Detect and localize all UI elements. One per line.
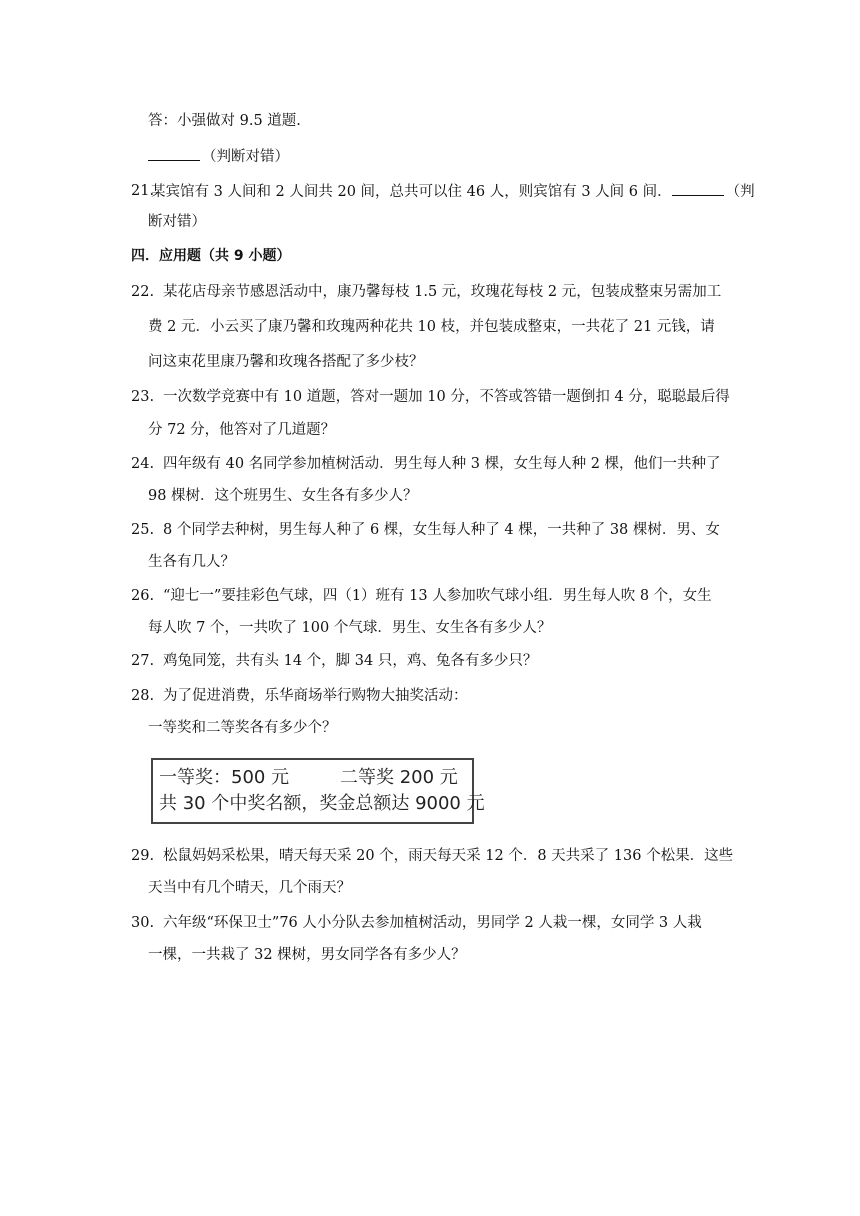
- question-28-num: 28.: [131, 688, 155, 704]
- prize-info-box: [151, 758, 485, 824]
- second-prize-text: 二等奖 200 元: [340, 767, 458, 788]
- question-27-num: 27.: [131, 653, 155, 669]
- question-25-num: 25.: [131, 522, 155, 538]
- question-23-line: 一次数学竞赛中有 10 道题，答对一题加 10 分，不答或答错一题倒扣 4 分，聪聪最后得: [163, 389, 730, 405]
- question-29-line: 天当中有几个晴天，几个雨天？: [148, 880, 351, 896]
- judge-hint: （判: [725, 184, 755, 200]
- question-28-line: 为了促进消费，乐华商场举行购物大抽奖活动：: [163, 688, 468, 704]
- question-21-line-1: [151, 181, 755, 202]
- question-30-line: 一棵，一共栽了 32 棵树，男女同学各有多少人？: [148, 947, 466, 963]
- judge-hint: （判断对错）: [202, 149, 289, 165]
- answer-blank[interactable]: [672, 181, 724, 196]
- first-prize-text: 一等奖：500 元: [159, 767, 290, 788]
- section-title: 四．应用题（共 9 小题）: [131, 248, 291, 264]
- question-25-line: 生各有几人？: [148, 554, 235, 570]
- question-27-line: 鸡兔同笼，共有头 14 个，脚 34 只，鸡、兔各有多少只？: [163, 653, 538, 669]
- question-22-line: 费 2 元．小云买了康乃馨和玫瑰两种花共 10 枝，并包装成整束，一共花了 21 元钱，请: [148, 319, 715, 335]
- question-28-line: 一等奖和二等奖各有多少个？: [148, 720, 337, 736]
- prize-total-text: 共 30 个中奖名额，奖金总额达 9000 元: [159, 793, 485, 814]
- question-30-line: 六年级“环保卫士”76 人小分队去参加植树活动，男同学 2 人栽一棵，女同学 3 人栽: [163, 915, 702, 931]
- question-22-num: 22.: [131, 284, 155, 300]
- question-24-line: 98 棵树．这个班男生、女生各有多少人？: [148, 488, 418, 504]
- question-21-text: 某宾馆有 3 人间和 2 人间共 20 间，总共可以住 46 人，则宾馆有 3 人间 6 间．: [151, 184, 672, 200]
- question-29-line: 松鼠妈妈采松果，晴天每天采 20 个，雨天每天采 12 个．8 天共采了 136 个松果．这些: [163, 848, 734, 864]
- question-22-line: 某花店母亲节感恩活动中，康乃馨每枝 1.5 元，玫瑰花每枝 2 元，包装成整束另需加工: [163, 284, 722, 300]
- question-23-line: 分 72 分，他答对了几道题？: [148, 422, 336, 438]
- question-25-line: 8 个同学去种树，男生每人种了 6 棵，女生每人种了 4 棵，一共种了 38 棵树．男、女: [163, 522, 720, 538]
- question-24-line: 四年级有 40 名同学参加植树活动．男生每人种 3 棵，女生每人种 2 棵，他们一共种了: [163, 456, 721, 472]
- question-24-num: 24.: [131, 456, 155, 472]
- answer-blank[interactable]: [148, 146, 200, 161]
- question-23-num: 23.: [131, 389, 155, 405]
- question-26-line: “迎七一”要挂彩色气球，四（1）班有 13 人参加吹气球小组．男生每人吹 8 个，女生: [163, 588, 712, 604]
- question-21-num: 21.: [131, 183, 155, 199]
- q20-judgement: [148, 146, 289, 167]
- question-22-line: 问这束花里康乃馨和玫瑰各搭配了多少枝？: [148, 354, 424, 370]
- question-26-line: 每人吹 7 个，一共吹了 100 个气球．男生、女生各有多少人？: [148, 620, 552, 636]
- previous-answer: 答：小强做对 9.5 道题.: [148, 113, 301, 129]
- question-26-num: 26.: [131, 588, 155, 604]
- question-30-num: 30.: [131, 915, 155, 931]
- question-29-num: 29.: [131, 848, 155, 864]
- question-21-line-2: 断对错）: [148, 214, 206, 230]
